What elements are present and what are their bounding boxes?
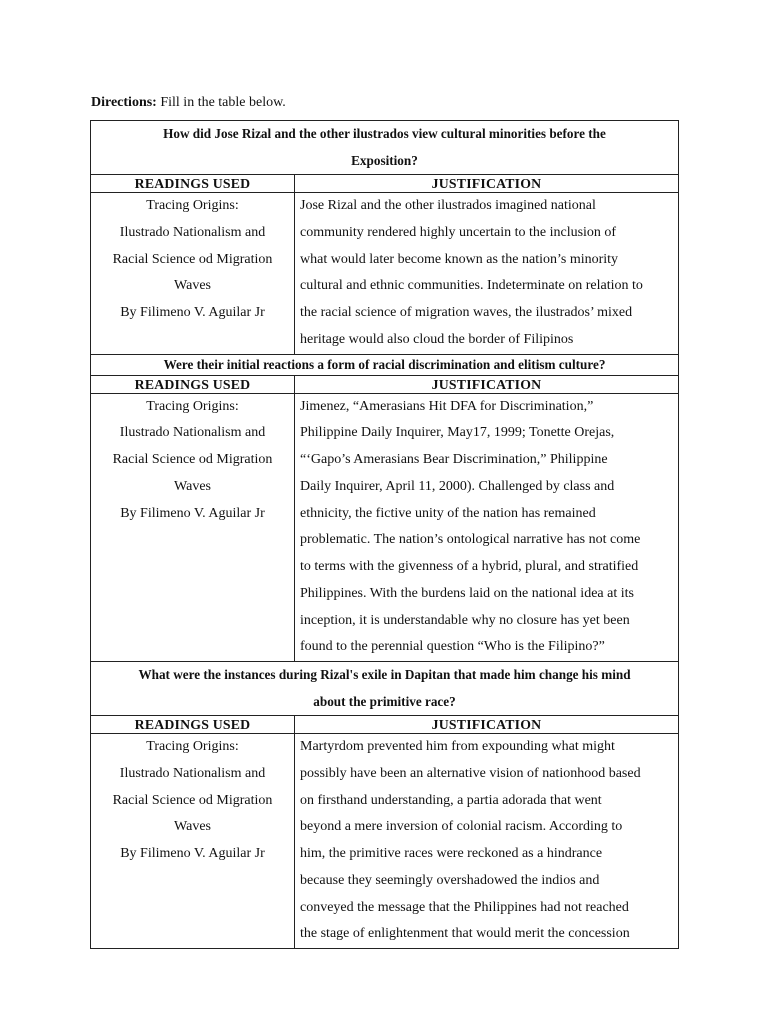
justification-line: “‘Gapo’s Amerasians Bear Discrimination,” Philippine xyxy=(300,452,608,467)
reading-line: Ilustrado Nationalism and xyxy=(119,224,266,240)
directions-text: Fill in the table below. xyxy=(160,95,286,110)
header-row xyxy=(91,375,679,393)
reading-line: By Filimeno V. Aguilar Jr xyxy=(120,305,265,320)
justification-line: ethnicity, the fictive unity of the nation has remained xyxy=(300,505,596,521)
reading-line: By Filimeno V. Aguilar Jr xyxy=(120,505,265,521)
directions-line xyxy=(91,93,286,113)
justification-line: Martyrdom prevented him from expounding what might xyxy=(300,739,615,754)
justification-line: community rendered highly uncertain to the inclusion of xyxy=(300,224,617,240)
readings-used-header: READINGS USED xyxy=(91,375,295,393)
reading-line: Racial Science od Migration xyxy=(112,792,273,808)
justification-line: on firsthand understanding, a partia adorada that went xyxy=(300,792,602,808)
question-row xyxy=(91,121,679,175)
reading-line: Waves xyxy=(174,478,211,494)
question-cell xyxy=(91,354,679,375)
justification-line: him, the primitive races were reckoned as a hindrance xyxy=(300,846,603,861)
worksheet-table xyxy=(90,120,679,949)
reading-line: Racial Science od Migration xyxy=(112,251,273,267)
readings-cell xyxy=(91,734,295,949)
reading-line: Ilustrado Nationalism and xyxy=(119,425,266,441)
readings-used-header: READINGS USED xyxy=(91,175,295,193)
directions-label: Directions: xyxy=(91,95,157,110)
answer-row xyxy=(91,193,679,355)
reading-line: Waves xyxy=(174,278,211,294)
reading-line: Tracing Origins: xyxy=(146,198,239,213)
question-line: Exposition? xyxy=(351,152,418,168)
reading-line: Tracing Origins: xyxy=(146,739,239,754)
justification-line: cultural and ethnic communities. Indeterminate on relation to xyxy=(300,278,643,294)
justification-header: JUSTIFICATION xyxy=(295,375,679,393)
reading-line: Ilustrado Nationalism and xyxy=(119,765,266,781)
justification-header: JUSTIFICATION xyxy=(295,716,679,734)
justification-line: beyond a mere inversion of colonial racism. According to xyxy=(300,819,623,835)
readings-cell xyxy=(91,393,295,662)
justification-line: what would later become known as the nation’s minority xyxy=(300,251,619,267)
header-row xyxy=(91,175,679,193)
justification-line: Philippine Daily Inquirer, May17, 1999; Tonette Orejas, xyxy=(300,425,615,441)
header-row xyxy=(91,716,679,734)
question-line: about the primitive race? xyxy=(313,693,456,709)
justification-line: Jose Rizal and the other ilustrados imagined national xyxy=(300,198,596,213)
justification-line: Daily Inquirer, April 11, 2000). Challenged by class and xyxy=(300,478,615,494)
justification-line: Jimenez, “Amerasians Hit DFA for Discrimination,” xyxy=(300,398,594,414)
answer-row xyxy=(91,734,679,949)
question-cell xyxy=(91,662,679,716)
justification-line: inception, it is understandable why no closure has yet been xyxy=(300,612,630,628)
justification-line: possibly have been an alternative vision of nationhood based xyxy=(300,765,641,781)
question-line: How did Jose Rizal and the other ilustrados view cultural minorities before the xyxy=(163,126,606,141)
reading-line: Waves xyxy=(174,819,211,835)
justification-line: problematic. The nation’s ontological narrative has not come xyxy=(300,532,641,548)
readings-used-header: READINGS USED xyxy=(91,716,295,734)
justification-line: conveyed the message that the Philippines had not reached xyxy=(300,899,629,915)
justification-line: found to the perennial question “Who is the Filipino?” xyxy=(300,639,605,655)
reading-line: Tracing Origins: xyxy=(146,398,239,414)
justification-line: to terms with the givenness of a hybrid, plural, and stratified xyxy=(300,559,639,574)
justification-line: the stage of enlightenment that would merit the concession xyxy=(300,926,630,942)
justification-cell xyxy=(295,393,679,662)
justification-header: JUSTIFICATION xyxy=(295,175,679,193)
reading-line: Racial Science od Migration xyxy=(112,452,273,467)
question-cell xyxy=(91,121,679,175)
justification-cell xyxy=(295,193,679,355)
question-row xyxy=(91,662,679,716)
answer-row xyxy=(91,393,679,662)
justification-cell xyxy=(295,734,679,949)
justification-line: because they seemingly overshadowed the indios and xyxy=(300,872,600,888)
reading-line: By Filimeno V. Aguilar Jr xyxy=(120,846,265,861)
justification-line: heritage would also cloud the border of Filipinos xyxy=(300,331,574,347)
question-line: Were their initial reactions a form of racial discrimination and elitism culture? xyxy=(163,356,606,372)
question-row xyxy=(91,354,679,375)
question-line: What were the instances during Rizal's exile in Dapitan that made him change his mind xyxy=(138,667,631,682)
justification-line: the racial science of migration waves, the ilustrados’ mixed xyxy=(300,305,633,320)
readings-cell xyxy=(91,193,295,355)
justification-line: Philippines. With the burdens laid on the national idea at its xyxy=(300,585,634,601)
